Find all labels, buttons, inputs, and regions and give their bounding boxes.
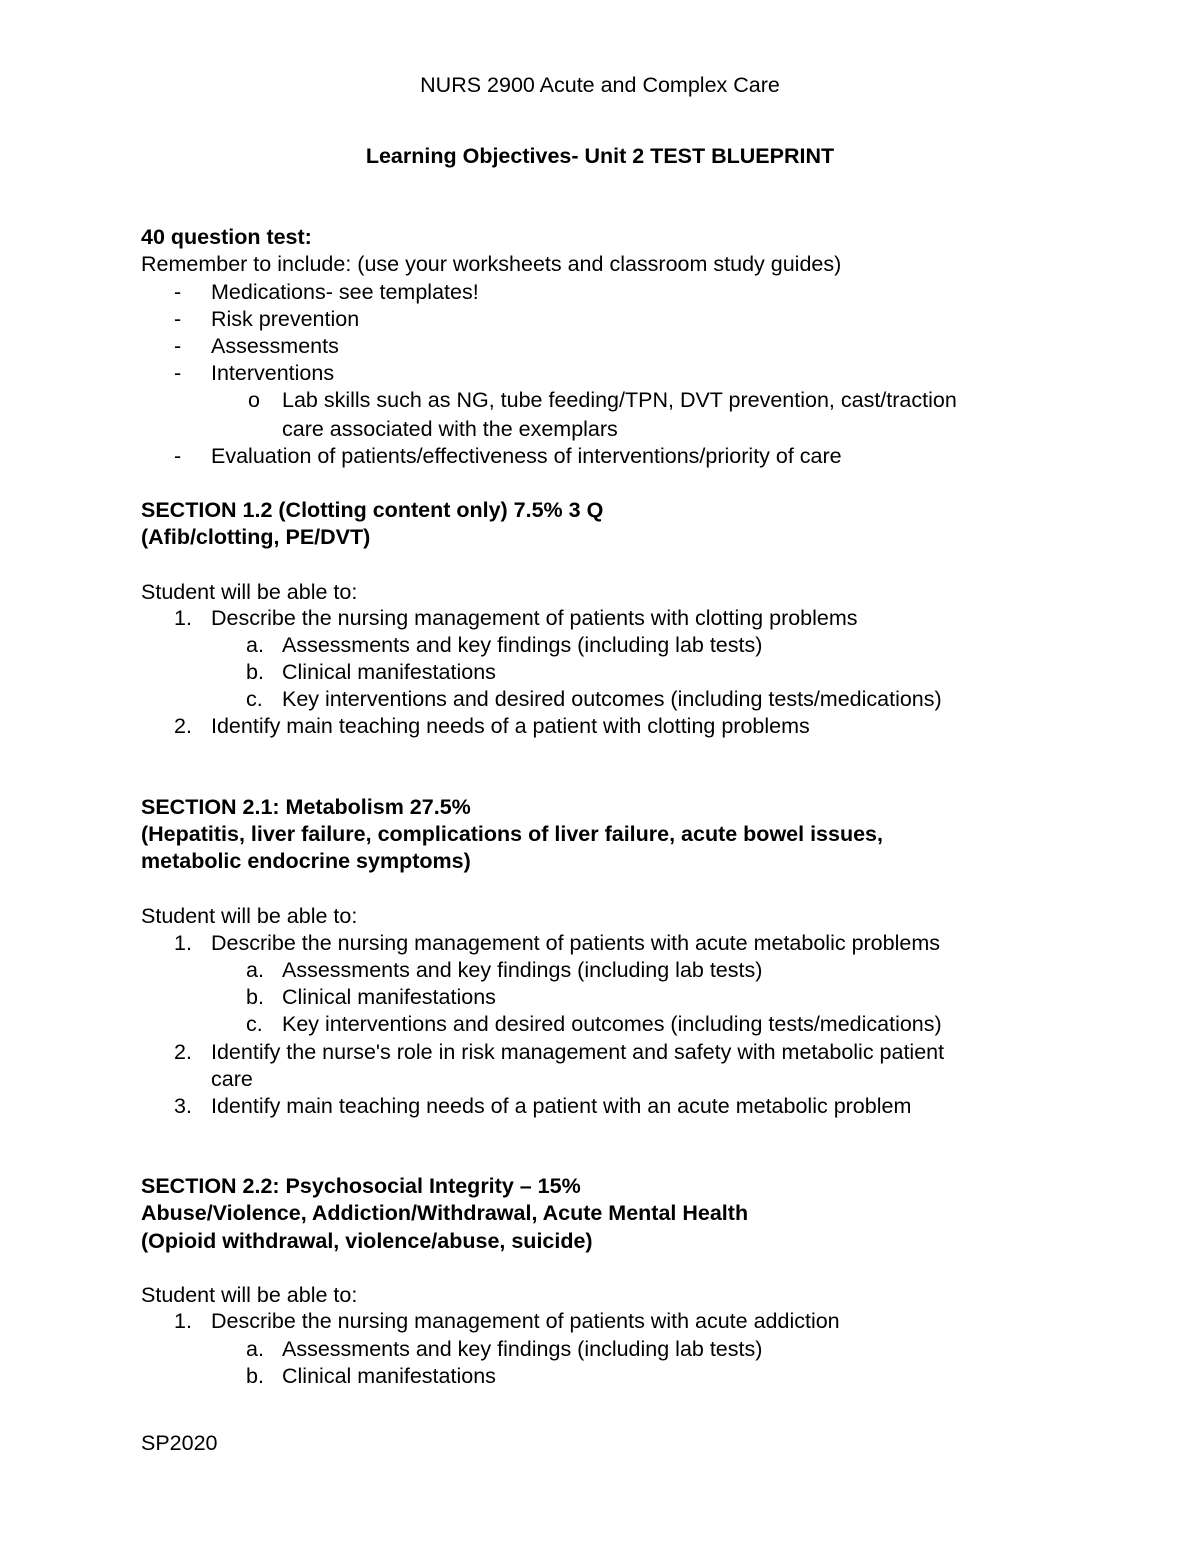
letter-marker: b. (246, 660, 264, 684)
list-item: Lab skills such as NG, tube feeding/TPN, DVT prevention, cast/traction (282, 388, 957, 412)
section-heading: SECTION 1.2 (Clotting content only) 7.5% 3 Q (141, 498, 604, 522)
bullet-marker: o (248, 388, 260, 412)
section-heading: SECTION 2.1: Metabolism 27.5% (141, 795, 471, 819)
list-item: Identify the nurse's role in risk management and safety with metabolic patient (211, 1040, 945, 1064)
number-marker: 1. (174, 1309, 192, 1333)
list-item: Interventions (211, 361, 335, 385)
dash-marker: - (174, 334, 182, 358)
list-item: Medications- see templates! (211, 280, 479, 304)
letter-marker: a. (246, 633, 264, 657)
dash-marker: - (174, 361, 182, 385)
list-item: Assessments and key findings (including lab tests) (282, 633, 763, 657)
list-item: Clinical manifestations (282, 985, 496, 1009)
footer-code: SP2020 (141, 1431, 218, 1455)
list-item: Assessments (211, 334, 339, 358)
course-title: NURS 2900 Acute and Complex Care (420, 73, 780, 97)
letter-marker: b. (246, 1364, 264, 1388)
number-marker: 2. (174, 1040, 192, 1064)
number-marker: 2. (174, 714, 192, 738)
section-subheading: metabolic endocrine symptoms) (141, 849, 471, 873)
letter-marker: c. (246, 1012, 263, 1036)
list-item: Key interventions and desired outcomes (including tests/medications) (282, 687, 942, 711)
dash-marker: - (174, 280, 182, 304)
letter-marker: a. (246, 958, 264, 982)
section-subheading: (Opioid withdrawal, violence/abuse, suicide) (141, 1229, 593, 1253)
list-item: Describe the nursing management of patients with clotting problems (211, 606, 858, 630)
list-item: Describe the nursing management of patients with acute addiction (211, 1309, 840, 1333)
section-lead: Student will be able to: (141, 904, 358, 928)
list-item: Key interventions and desired outcomes (including tests/medications) (282, 1012, 942, 1036)
dash-marker: - (174, 307, 182, 331)
dash-marker: - (174, 444, 182, 468)
list-item: Identify main teaching needs of a patient with an acute metabolic problem (211, 1094, 912, 1118)
list-item: Describe the nursing management of patients with acute metabolic problems (211, 931, 940, 955)
list-item: Evaluation of patients/effectiveness of interventions/priority of care (211, 444, 842, 468)
list-item: Identify main teaching needs of a patient with clotting problems (211, 714, 810, 738)
intro-heading: 40 question test: (141, 225, 312, 249)
list-item: Assessments and key findings (including lab tests) (282, 1337, 763, 1361)
section-subheading: (Hepatitis, liver failure, complications of liver failure, acute bowel issues, (141, 822, 883, 846)
list-item: Clinical manifestations (282, 1364, 496, 1388)
list-item: Clinical manifestations (282, 660, 496, 684)
section-heading: SECTION 2.2: Psychosocial Integrity – 15% (141, 1174, 581, 1198)
list-item: Risk prevention (211, 307, 360, 331)
letter-marker: a. (246, 1337, 264, 1361)
section-subheading: (Afib/clotting, PE/DVT) (141, 525, 371, 549)
section-lead: Student will be able to: (141, 1283, 358, 1307)
section-subheading: Abuse/Violence, Addiction/Withdrawal, Acute Mental Health (141, 1201, 749, 1225)
number-marker: 3. (174, 1094, 192, 1118)
list-item-continued: care (211, 1067, 253, 1091)
list-item: Assessments and key findings (including lab tests) (282, 958, 763, 982)
number-marker: 1. (174, 931, 192, 955)
section-lead: Student will be able to: (141, 580, 358, 604)
page-title: Learning Objectives- Unit 2 TEST BLUEPRINT (365, 144, 835, 168)
letter-marker: b. (246, 985, 264, 1009)
list-item-continued: care associated with the exemplars (282, 417, 618, 441)
letter-marker: c. (246, 687, 263, 711)
intro-remember: Remember to include: (use your worksheets and classroom study guides) (141, 252, 842, 276)
number-marker: 1. (174, 606, 192, 630)
